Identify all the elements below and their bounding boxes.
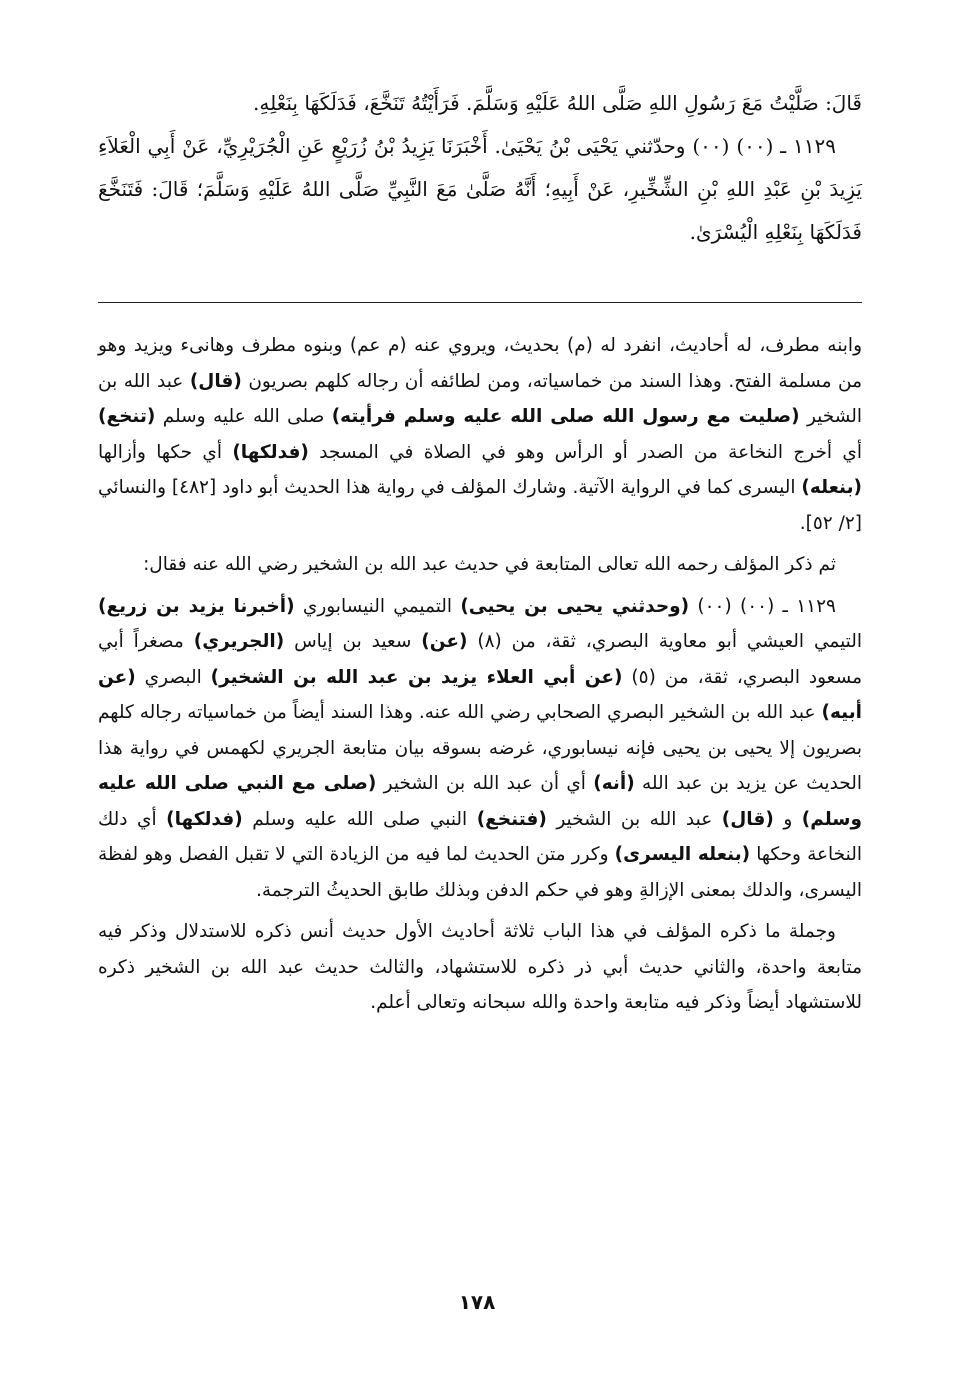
commentary-text: ثم ذكر المؤلف رحمه الله تعالى المتابعة في حديث عبد الله بن الشخير رضي الله عنه فقال: xyxy=(143,554,836,575)
commentary-text: ١١٢٩ ـ (٠٠) (٠٠) xyxy=(689,595,836,617)
commentary-paragraph xyxy=(98,589,862,909)
hadith-text xyxy=(98,82,862,254)
quoted-hadith-phrase: (فدلكها) xyxy=(166,808,243,830)
hadith-paragraph: ١١٢٩ ـ (٠٠) (٠٠) وحدّثني يَحْيَى بْنُ يَحْيَىٰ. أَخْبَرَنَا يَزِيدُ بْنُ زُرَيْعٍ عَنِ الْجُرَيْرِيِّ، عَنْ أَبِي الْعَلاَءِ يَزِيدَ بْنِ عَبْدِ اللهِ بْنِ الشِّخِّيرِ، عَنْ أَبِيهِ؛ أَنَّهُ صَلَّىٰ مَعَ النَّبِيِّ صَلَّى اللهُ عَلَيْهِ وَسَلَّمَ؛ قَالَ: فَتَنَخَّعَ فَدَلَكَهَا بِنَعْلِهِ الْيُسْرَىٰ. xyxy=(98,134,862,244)
quoted-hadith-phrase: (قال) xyxy=(721,808,774,830)
commentary-paragraph xyxy=(98,328,862,541)
commentary-text: عبد الله بن الشخير xyxy=(546,808,722,830)
quoted-hadith-phrase: (صليت مع رسول الله صلى الله عليه وسلم فرأيته) xyxy=(331,406,800,427)
footnote-divider xyxy=(98,302,862,303)
commentary-text: أي حكها وأزالها xyxy=(98,441,233,463)
quoted-hadith-phrase: (تنخع) xyxy=(98,406,156,427)
commentary-text: البصري xyxy=(135,666,211,688)
commentary xyxy=(98,328,862,1027)
quoted-hadith-phrase: (أنه) xyxy=(593,773,635,794)
commentary-text: التميمي النيسابوري xyxy=(294,595,461,617)
quoted-hadith-phrase: (عن) xyxy=(421,631,468,652)
commentary-text: وجملة ما ذكره المؤلف في هذا الباب ثلاثة أحاديث الأول حديث أنس ذكره للاستدلال وذكر فيه متابعة واحدة، والثاني حديث أبي ذر ذكره للاستشهاد، والثالث حديث عبد الله بن الشخير ذكره للاستشهاد أيضاً وذكر فيه متابعة واحدة والله سبحانه وتعالى أعلم. xyxy=(98,921,862,1013)
quoted-hadith-phrase: (فدلكها) xyxy=(232,441,309,463)
quoted-hadith-phrase: (بنعله) xyxy=(801,477,863,498)
quoted-hadith-phrase: (عن أبي العلاء يزيد بن عبد الله بن الشخير) xyxy=(210,666,623,688)
commentary-text: و xyxy=(773,808,802,830)
commentary-text: أي أخرج النخاعة من الصدر أو الرأس وهو في الصلاة في المسجد xyxy=(308,441,862,463)
quoted-hadith-phrase: (قال) xyxy=(189,370,242,392)
commentary-text: عبد الله بن الشخير البصري الصحابي رضي الله عنه. وهذا السند أيضاً من خماسياته رجاله كلهم بصريون إلا يحيى بن يحيى فإنه نيسابوري، غرضه بسوقه بيان متابعة الجريري لكهمس في رواية هذا الحديث عن يزيد بن عبد الله xyxy=(98,702,863,794)
quoted-hadith-phrase: (بنعله اليسرى) xyxy=(614,844,751,865)
quoted-hadith-phrase: (أخبرنا يزيد بن زريع) xyxy=(98,595,295,617)
commentary-text: النبي صلى الله عليه وسلم xyxy=(242,808,477,830)
commentary-text: سعيد بن إياس xyxy=(284,631,422,652)
quoted-hadith-phrase: (وحدثني يحيى بن يحيى) xyxy=(460,595,690,617)
commentary-text: أي دلك النخاعة وحكها xyxy=(98,808,862,865)
commentary-text: وكرر متن الحديث لما فيه من الزيادة التي لا تقبل الفصل وهو لفظة اليسرى، والدلك بمعنى الإزالةِ وهو في حكم الدفن وبذلك طابق الحديثُ الترجمة. xyxy=(98,844,862,901)
commentary-text: صلى الله عليه وسلم xyxy=(155,406,332,427)
quoted-hadith-phrase: (عن أبيه) xyxy=(98,666,862,723)
hadith-paragraph: قَالَ: صَلَّيْتُ مَعَ رَسُولِ اللهِ صَلَّى اللهُ عَلَيْهِ وَسَلَّمَ. فَرَأَيْتُهُ تَنَخَّعَ، فَدَلَكَهَا بِنَعْلِهِ. xyxy=(253,91,862,115)
commentary-text: وابنه مطرف، له أحاديث، انفرد له (م) بحديث، ويروي عنه (م عم) وبنوه مطرف وهانىء ويزيد وهو من مسلمة الفتح. وهذا السند من خماسياته، ومن لطائفه أن رجاله كلهم بصريون xyxy=(98,335,862,392)
page-number: ١٧٨ xyxy=(458,1290,496,1314)
quoted-hadith-phrase: (الجريري) xyxy=(193,631,285,652)
commentary-text: التيمي العيشي أبو معاوية البصري، ثقة، من (٨) xyxy=(467,631,863,652)
commentary-text: مصغراً أبي مسعود البصري، ثقة، من (٥) xyxy=(98,631,862,688)
commentary-text: اليسرى كما في الرواية الآتية. وشارك المؤلف في رواية هذا الحديث أبو داود [٤٨٢] والنسائي [٢/ ٥٢]. xyxy=(98,477,862,534)
commentary-text: أي أن عبد الله بن الشخير xyxy=(376,773,594,794)
commentary-paragraph xyxy=(98,914,862,1021)
quoted-hadith-phrase: (فتنخع) xyxy=(476,808,547,830)
commentary-paragraph xyxy=(98,547,862,583)
quoted-hadith-phrase: (صلى مع النبي صلى الله عليه وسلم) xyxy=(98,773,862,830)
commentary-text: عبد الله بن الشخير xyxy=(98,370,862,427)
